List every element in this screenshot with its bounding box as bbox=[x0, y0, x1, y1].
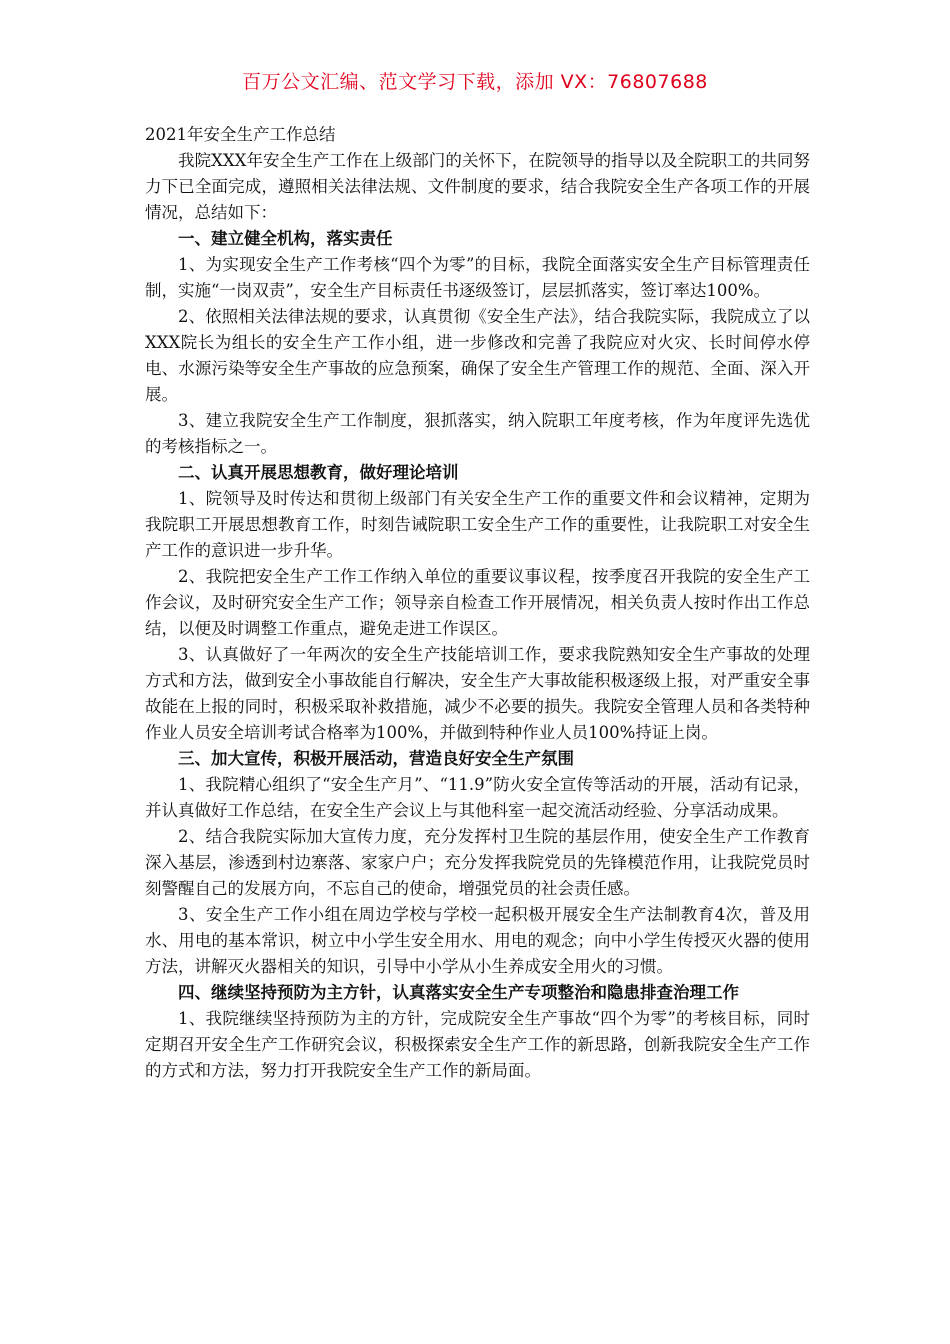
document-body bbox=[145, 122, 810, 1084]
section-heading: 三、加大宣传，积极开展活动，营造良好安全生产氛围 bbox=[178, 749, 574, 768]
section-heading: 四、继续坚持预防为主方针，认真落实安全生产专项整治和隐患排查治理工作 bbox=[178, 983, 739, 1002]
section-4 bbox=[145, 980, 810, 1084]
section-paragraph: 1、院领导及时传达和贯彻上级部门有关安全生产工作的重要文件和会议精神，定期为我院职工开展思想教育工作，时刻告诫院职工安全生产工作的重要性，让我院职工对安全生产工作的意识进一步升华。 bbox=[145, 489, 810, 560]
section-paragraph: 3、建立我院安全生产工作制度，狠抓落实，纳入院职工年度考核，作为年度评先选优的考核指标之一。 bbox=[145, 411, 810, 456]
section-paragraph: 1、我院精心组织了“安全生产月”、“11.9”防火安全宣传等活动的开展，活动有记录，并认真做好工作总结，在安全生产会议上与其他科室一起交流活动经验、分享活动成果。 bbox=[145, 775, 810, 820]
section-1 bbox=[145, 226, 810, 460]
section-heading: 二、认真开展思想教育，做好理论培训 bbox=[178, 463, 459, 482]
section-paragraph: 3、安全生产工作小组在周边学校与学校一起积极开展安全生产法制教育4次，普及用水、用电的基本常识，树立中小学生安全用水、用电的观念；向中小学生传授灭火器的使用方法，讲解灭火器相关的知识，引导中小学从小生养成安全用火的习惯。 bbox=[145, 905, 810, 976]
section-heading: 一、建立健全机构，落实责任 bbox=[178, 229, 393, 248]
section-paragraph: 2、依照相关法律法规的要求，认真贯彻《安全生产法》，结合我院实际，我院成立了以XXX院长为组长的安全生产工作小组，进一步修改和完善了我院应对火灾、长时间停水停电、水源污染等安全生产事故的应急预案，确保了安全生产管理工作的规范、全面、深入开展。 bbox=[145, 307, 810, 404]
section-paragraph: 2、结合我院实际加大宣传力度，充分发挥村卫生院的基层作用，使安全生产工作教育深入基层，渗透到村边寨落、家家户户；充分发挥我院党员的先锋模范作用，让我院党员时刻警醒自己的发展方向，不忘自己的使命，增强党员的社会责任感。 bbox=[145, 827, 810, 898]
section-paragraph: 1、我院继续坚持预防为主的方针，完成院安全生产事故“四个为零”的考核目标，同时定期召开安全生产工作研究会议，积极探索安全生产工作的新思路，创新我院安全生产工作的方式和方法，努力打开我院安全生产工作的新局面。 bbox=[145, 1009, 810, 1080]
section-paragraph: 2、我院把安全生产工作工作纳入单位的重要议事议程，按季度召开我院的安全生产工作会议，及时研究安全生产工作；领导亲自检查工作开展情况，相关负责人按时作出工作总结，以便及时调整工作重点，避免走进工作误区。 bbox=[145, 567, 810, 638]
section-paragraph: 1、为实现安全生产工作考核“四个为零”的目标，我院全面落实安全生产目标管理责任制，实施“一岗双责”，安全生产目标责任书逐级签订，层层抓落实，签订率达100%。 bbox=[145, 255, 810, 300]
section-2 bbox=[145, 460, 810, 746]
watermark-header: 百万公文汇编、范文学习下载，添加 VX：76807688 bbox=[242, 71, 708, 93]
intro-paragraph: 我院XXX年安全生产工作在上级部门的关怀下，在院领导的指导以及全院职工的共同努力下已全面完成，遵照相关法律法规、文件制度的要求，结合我院安全生产各项工作的开展情况，总结如下： bbox=[145, 151, 810, 222]
section-3 bbox=[145, 746, 810, 980]
document-title: 2021年安全生产工作总结 bbox=[145, 125, 336, 144]
section-paragraph: 3、认真做好了一年两次的安全生产技能培训工作，要求我院熟知安全生产事故的处理方式和方法，做到安全小事故能自行解决，安全生产大事故能积极逐级上报，对严重安全事故能在上报的同时，积极采取补救措施，减少不必要的损失。我院安全管理人员和各类特种作业人员安全培训考试合格率为100%，并做到特种作业人员100%持证上岗。 bbox=[145, 645, 810, 742]
